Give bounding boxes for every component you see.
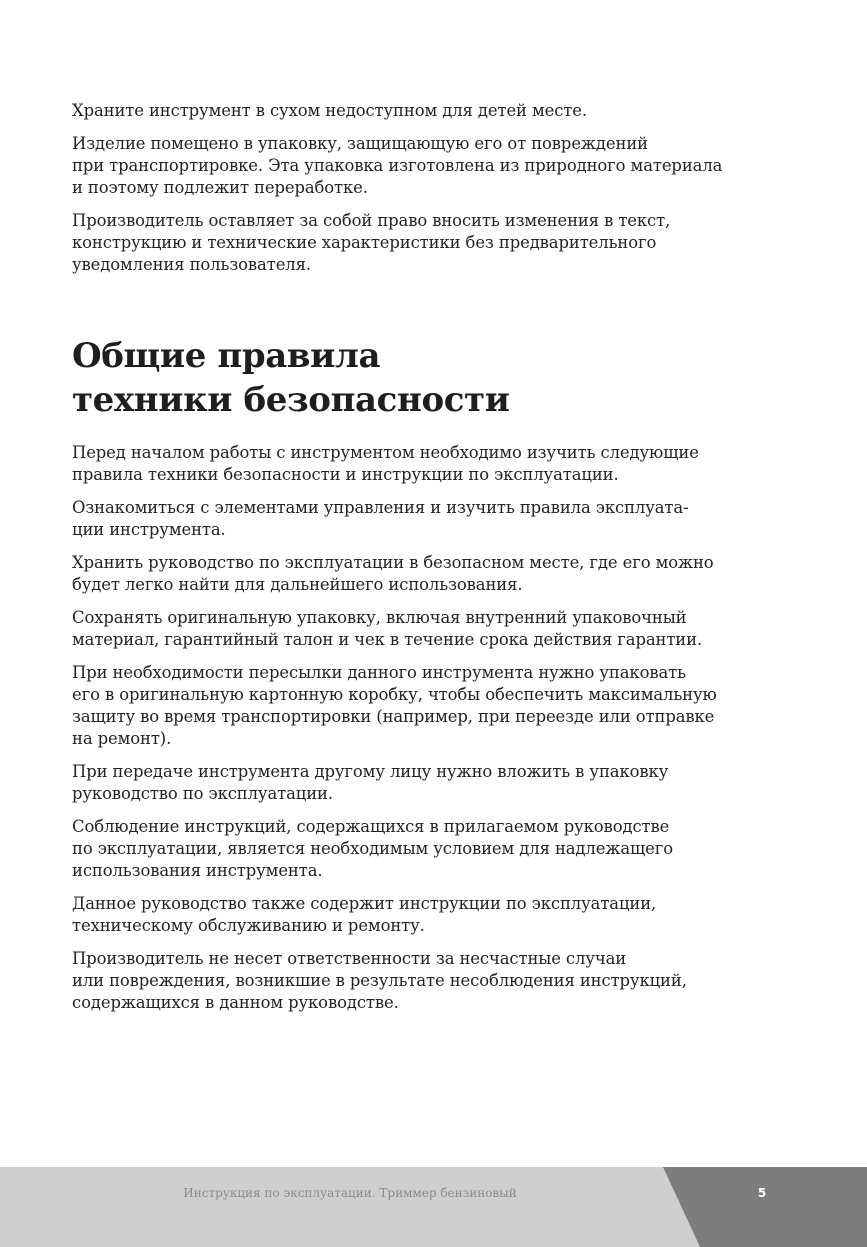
section-paragraph-8: Данное руководство также содержит инструкции по эксплуатации, техническому обслуживанию и ремонту. xyxy=(72,894,657,935)
page-footer xyxy=(0,1167,867,1247)
intro-paragraph-3: Производитель оставляет за собой право вносить изменения в текст, конструкцию и технические характеристики без предварительного уведомления пользователя. xyxy=(72,211,671,274)
section-paragraph-7: Соблюдение инструкций, содержащихся в прилагаемом руководстве по эксплуатации, является необходимым условием для надлежащего использования инструмента. xyxy=(72,817,673,880)
intro-paragraph-1: Храните инструмент в сухом недоступном для детей месте. xyxy=(72,101,587,120)
section-paragraph-6: При передаче инструмента другому лицу нужно вложить в упаковку руководство по эксплуатации. xyxy=(72,762,669,803)
section-paragraph-3: Хранить руководство по эксплуатации в безопасном месте, где его можно будет легко найти для дальнейшего использования. xyxy=(72,553,714,594)
section-paragraph-4: Сохранять оригинальную упаковку, включая внутренний упаковочный материал, гарантийный талон и чек в течение срока действия гарантии. xyxy=(72,608,703,649)
section-paragraph-1: Перед началом работы с инструментом необходимо изучить следующие правила техники безопасности и инструкции по эксплуатации. xyxy=(72,443,699,484)
footer-document-title: Инструкция по эксплуатации. Триммер бензиновый xyxy=(183,1186,517,1200)
page-number: 5 xyxy=(757,1186,767,1200)
section-heading: Общие правила техники безопасности xyxy=(72,336,510,420)
intro-paragraph-2: Изделие помещено в упаковку, защищающую его от повреждений при транспортировке. Эта упаковка изготовлена из природного материала и поэтому подлежит переработке. xyxy=(72,134,723,197)
section-paragraph-2: Ознакомиться с элементами управления и изучить правила эксплуата- ции инструмента. xyxy=(72,498,689,539)
page-content xyxy=(72,100,792,1025)
section-paragraph-5: При необходимости пересылки данного инструмента нужно упаковать его в оригинальную картонную коробку, чтобы обеспечить максимальную защиту во время транспортировки (например, при переезде или отправке на ремонт). xyxy=(72,663,717,748)
section-paragraph-9: Производитель не несет ответственности за несчастные случаи или повреждения, возникшие в результате несоблюдения инструкций, содержащихся в данном руководстве. xyxy=(72,949,687,1012)
